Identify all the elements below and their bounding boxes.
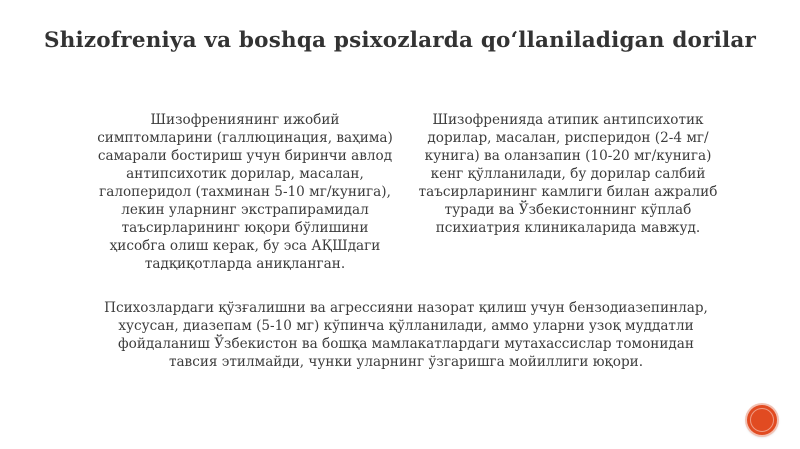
next-slide-button[interactable] bbox=[747, 405, 777, 435]
slide-title: Shizofreniya va boshqa psixozlarda qo‘llaniladigan dorilar bbox=[43, 28, 757, 53]
right-paragraph: Шизофренияда атипик антипсихотик дорилар, масалан, рисперидон (2-4 мг/кунига) ва оланзапин (10-20 мг/кунига) кенг қўлланилади, бу дорилар салбий таъсирларининг камлиги билан ажралиб туради ва Ўзбекистоннинг кўплаб психиатрия клиникаларида мавжуд. bbox=[418, 112, 718, 236]
bottom-paragraph: Психозлардаги қўзғалишни ва агрессияни назорат қилиш учун бензодиазепинлар, хусусан, диазепам (5-10 мг) кўпинча қўлланилади, аммо уларни узоқ муддатли фойдаланиш Ўзбекистон ва бошқа мамлакатлардаги мутахассислар томонидан тавсия этилмайди, чунки уларнинг ўзгаришга мойиллиги юқори. bbox=[104, 300, 708, 370]
circle-nav-icon bbox=[750, 408, 774, 432]
left-paragraph: Шизофрениянинг ижобий симптомларини (галлюцинация, ваҳима) самарали бостириш учун биринчи авлод антипсихотик дорилар, масалан, галоперидол (тахминан 5-10 мг/кунига), лекин уларнинг экстрапирамидал таъсирларининг юқори бўлишини ҳисобга олиш керак, бу эса АҚШдаги тадқиқотларда аниқланган. bbox=[97, 112, 393, 272]
